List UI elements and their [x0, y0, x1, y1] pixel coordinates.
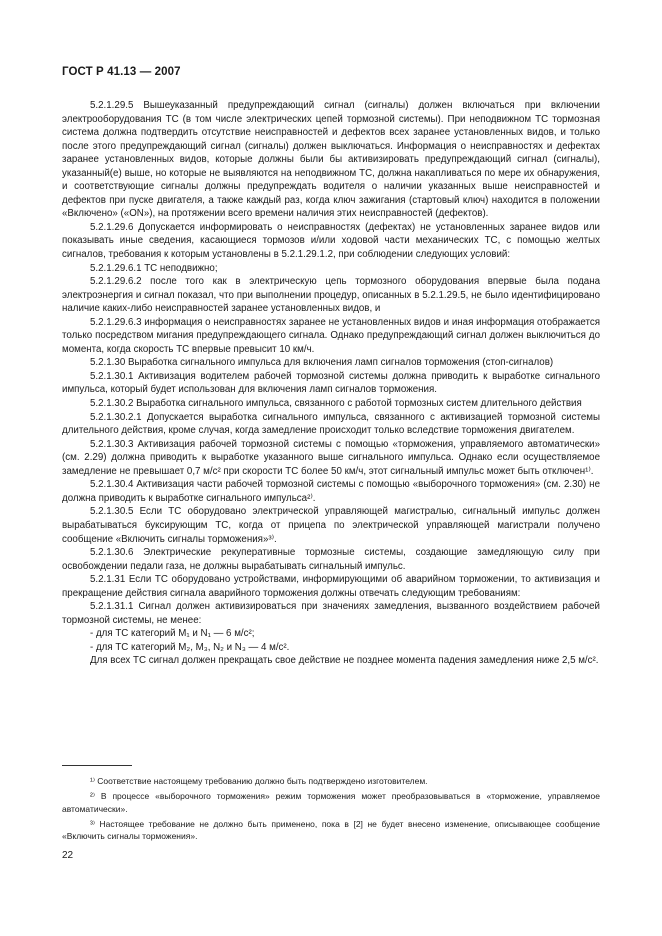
list-item-m2-m3-n2-n3: - для ТС категорий M₂, M₃, N₂ и N₃ — 4 м/с². — [90, 641, 290, 653]
paragraph-5-2-1-30-6: 5.2.1.30.6 Электрические рекуперативные тормозные системы, создающие замедляющую силу при освобождении педали газа, не должны вырабатывать сигнальный импульс. — [62, 547, 600, 572]
footnotes — [62, 775, 600, 845]
paragraph-5-2-1-30-5: 5.2.1.30.5 Если ТС оборудовано электрической управляющей магистралью, сигнальный импульс должен вырабатываться буксирующим ТС, когда от прицепа по электрической управляющей магистрали получено сообщение «Включить сигналы торможения»³⁾. — [62, 506, 600, 545]
paragraph-5-2-1-29-6-2: 5.2.1.29.6.2 после того как в электрическую цепь тормозного оборудования впервые была подана электроэнергия и сигнал показал, что при выполнении процедур, описанных в 5.2.1.29.5, не было идентифицировано наличие каких-либо неисправностей заранее установленных видов, и — [62, 276, 600, 315]
paragraph-5-2-1-29-6-3: 5.2.1.29.6.3 информация о неисправностях заранее не установленных видов и иная информация отображается только посредством мигания предупреждающего сигнала. Однако предупреждающий сигнал должен выключиться до момента, когда скорость ТС впервые превысит 10 км/ч. — [62, 316, 600, 355]
footnote-separator — [62, 765, 132, 766]
paragraph-5-2-1-30-2-1: 5.2.1.30.2.1 Допускается выработка сигнального импульса, связанного с активизацией тормозной системы длительного действия, кроме случая, когда замедление происходит только вследствие торможения двигателем. — [62, 411, 600, 437]
footnote-3: ³⁾ Настоящее требование не должно быть применено, пока в [2] не будет внесено изменение, описывающее сообщение «Включить сигналы торможения». — [62, 818, 600, 842]
paragraph-5-2-1-30-4: 5.2.1.30.4 Активизация части рабочей тормозной системы с помощью «выборочного торможения» (см. 2.30) не должна приводить к выработке сигнального импульса²⁾. — [62, 479, 600, 504]
document-header: ГОСТ Р 41.13 — 2007 — [62, 66, 181, 78]
paragraph-5-2-1-29-6: 5.2.1.29.6 Допускается информировать о неисправностях (дефектах) не установленных заранее видов или показывать иные сведения, касающиеся тормозов и/или ходовой части механических ТС, с помощью желтых сигналов, требования к которым установлены в 5.2.1.29.1.2, при соблюдении следующих условий: — [62, 221, 600, 261]
list-item-m1-n1: - для ТС категорий M₁ и N₁ — 6 м/с²; — [90, 628, 255, 640]
paragraph-all-vehicles: Для всех ТС сигнал должен прекращать свое действие не позднее момента падения замедления ниже 2,5 м/с². — [90, 655, 599, 667]
paragraph-5-2-1-30-3: 5.2.1.30.3 Активизация рабочей тормозной системы с помощью «торможения, управляемого автоматически» (см. 2.29) должна приводить к выработке указанного выше сигнального импульса. Однако если осуществляемое замедление не превышает 0,7 м/с² при скорости ТС более 50 км/ч, этот сигнальный импульс может быть отключен¹⁾. — [62, 438, 600, 477]
paragraph-5-2-1-31: 5.2.1.31 Если ТС оборудовано устройствами, информирующими об аварийном торможении, то активизация и прекращение действия сигнала аварийного торможения должны отвечать следующим требованиям: — [62, 574, 600, 599]
paragraph-5-2-1-29-5: 5.2.1.29.5 Вышеуказанный предупреждающий сигнал (сигналы) должен включаться при включении электрооборудования ТС (в том числе электрических цепей тормозной системы). При неподвижном ТС тормозная система должна подтвердить отсутствие неисправностей и дефектов всех заранее установленных видов, и только после этого предупреждающий сигнал (сигналы) должен выключаться. Информация о неисправностях и дефектах заранее установленных видов, которые должны были бы активизировать предупреждающий сигнал (сигналы), указанный(е) выше, но которые не выявляются на неподвижном ТС, должна накапливаться по мере их обнаружения, и соответствующие сигналы должны предупреждать водителя о наличии указанных выше неисправностей и дефектов при пуске двигателя, а также каждый раз, когда ключ зажигания (стартовый ключ) находится в положении «Включено» («ON»), на протяжении всего времени наличия этих неисправностей (дефектов). — [62, 100, 600, 220]
footnote-1: ¹⁾ Соответствие настоящему требованию должно быть подтверждено изготовителем. — [90, 776, 428, 786]
paragraph-5-2-1-29-6-1: 5.2.1.29.6.1 ТС неподвижно; — [90, 262, 218, 274]
paragraph-5-2-1-30-1: 5.2.1.30.1 Активизация водителем рабочей тормозной системы должна приводить к выработке сигнального импульса, который будет использован для включения ламп сигналов торможения. — [62, 370, 600, 396]
page-number: 22 — [62, 850, 74, 861]
paragraph-5-2-1-30: 5.2.1.30 Выработка сигнального импульса для включения ламп сигналов торможения (стоп-сигналов) — [90, 357, 554, 369]
paragraph-5-2-1-30-2: 5.2.1.30.2 Выработка сигнального импульса, связанного с работой тормозных систем длительного действия — [90, 398, 582, 410]
footnote-2: ²⁾ В процессе «выборочного торможения» режим торможения может преобразовываться в «торможение, управляемое автоматически». — [62, 791, 600, 814]
paragraph-5-2-1-31-1: 5.2.1.31.1 Сигнал должен активизироваться при значениях замедления, вызванного воздействием рабочей тормозной системы, не менее: — [62, 601, 600, 626]
body-text — [62, 99, 600, 668]
